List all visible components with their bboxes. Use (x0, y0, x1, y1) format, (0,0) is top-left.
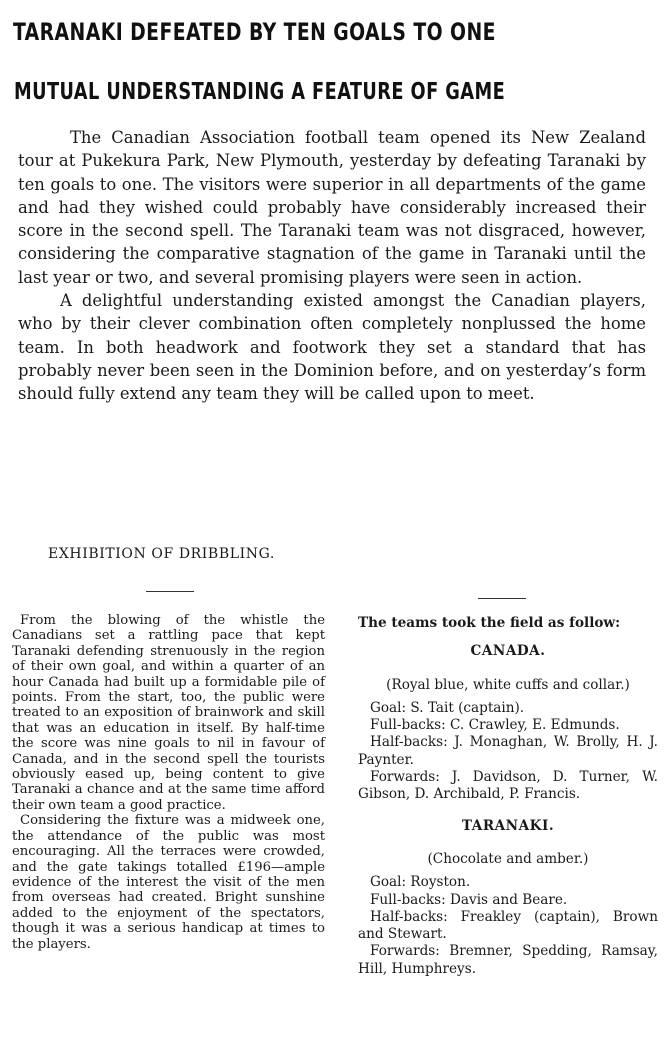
article-paragraph: From the blowing of the whistle the Canadians set a rattling pace that kept Taranaki defending strenuously in the region of their own goal, and within a quarter of an hour Canada had built up a formidable pile of points. From the start, too, the public were treated to an exposition of brainwork and skill that was an education in itself. By half-time the score was nine goals to nil in favour of Canada, and in the second spell the tourists obviously eased up, being content to give Taranaki a chance and at the same time afford their own team a good practice. (12, 613, 325, 813)
intro-paragraph: A delightful understanding existed amongst the Canadian players, who by their clever combination often completely nonplussed the home team. In both headwork and footwork they set a standard that has probably never been seen in the Dominion before, and on yesterday’s form should fully extend any team they will be called upon to meet. (18, 291, 646, 404)
article-paragraph: Considering the fixture was a midweek one, the attendance of the public was most encouraging. All the terraces were crowded, and the gate takings totalled £196—ample evidence of the interest the visit of the men from overseas had created. Bright sunshine added to the enjoyment of the spectators, though it was a serious handicap at times to the players. (12, 813, 325, 952)
headline: TARANAKI DEFEATED BY TEN GOALS TO ONE (13, 18, 496, 46)
intro-paragraph: The Canadian Association football team opened its New Zealand tour at Pukekura Park, New Plymouth, yesterday by defeating Taranaki by ten goals to one. The visitors were superior in all departments of the game and had they wished could probably have considerably increased their score in the second spell. The Taranaki team was not disgraced, however, considering the comparative stagnation of the game in Taranaki until the last year or two, and several promising players were seen in action. (18, 128, 646, 287)
left-column (12, 613, 325, 952)
canada-halfbacks: Half-backs: J. Monaghan, W. Brolly, H. J. Paynter. (358, 734, 658, 768)
taranaki-goal: Goal: Royston. (370, 874, 471, 891)
team-name-canada: CANADA. (470, 643, 546, 660)
teams-intro: The teams took the field as follow: (358, 615, 621, 631)
teams-column (358, 615, 658, 978)
team-name-taranaki: TARANAKI. (461, 817, 555, 834)
divider-rule (478, 598, 526, 599)
canada-forwards: Forwards: J. Davidson, D. Turner, W. Gibson, D. Archibald, P. Francis. (358, 769, 658, 803)
canada-fullbacks: Full-backs: C. Crawley, E. Edmunds. (370, 717, 620, 734)
subheadline: MUTUAL UNDERSTANDING A FEATURE OF GAME (14, 79, 506, 105)
taranaki-halfbacks: Half-backs: Freakley (captain), Brown and Stewart. (358, 908, 658, 943)
canada-goal: Goal: S. Tait (captain). (370, 699, 525, 716)
taranaki-fullbacks: Full-backs: Davis and Beare. (370, 891, 568, 908)
divider-rule (146, 591, 194, 592)
section-heading: EXHIBITION OF DRIBBLING. (48, 546, 275, 562)
team-colors-taranaki: (Chocolate and amber.) (427, 850, 589, 867)
intro-text (18, 126, 646, 406)
team-colors-canada: (Royal blue, white cuffs and collar.) (386, 676, 630, 693)
taranaki-forwards: Forwards: Bremner, Spedding, Ramsay, Hill, Humphreys. (358, 943, 658, 977)
